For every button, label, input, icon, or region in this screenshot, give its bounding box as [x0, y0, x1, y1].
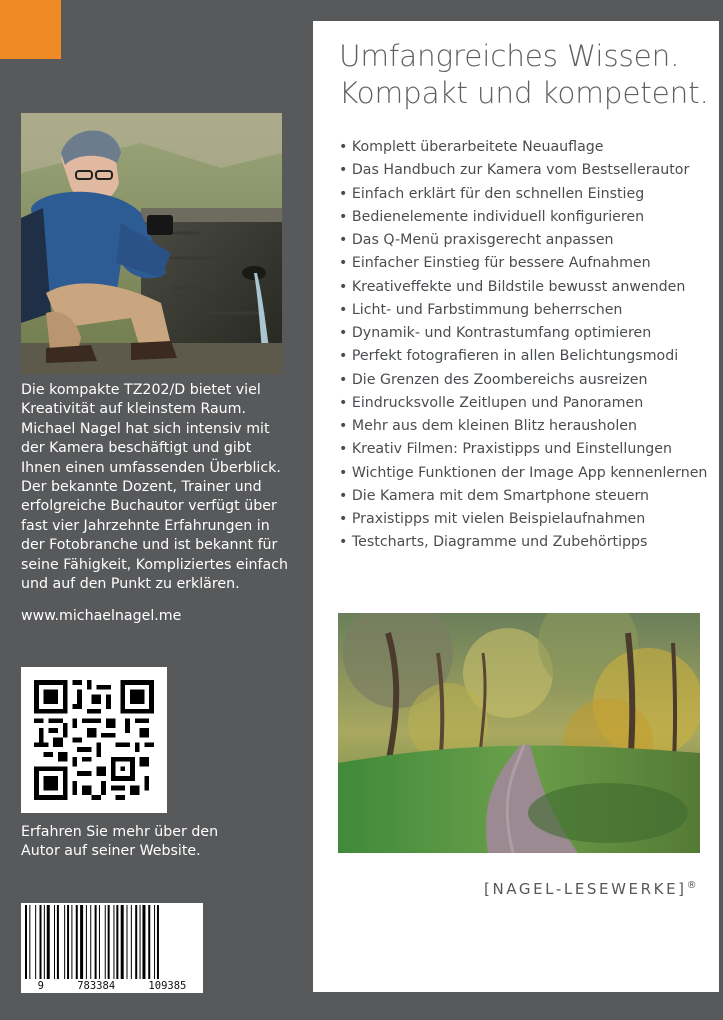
barcode-bar: [71, 905, 72, 979]
barcode-bar: [121, 905, 124, 979]
feature-item: • Das Handbuch zur Kamera vom Bestsellerautor: [339, 162, 690, 179]
feature-item: • Mehr aus dem kleinen Blitz herausholen: [339, 418, 637, 434]
feature-item: • Perfekt fotografieren in allen Belichtungsmodi: [339, 348, 679, 365]
barcode-bar: [35, 905, 36, 979]
feature-item: • Kreativ Filmen: Praxistipps und Einstellungen: [339, 441, 673, 458]
author-bio: Die kompakte TZ202/D bietet viel Kreativität auf kleinstem Raum. Michael Nagel hat sich intensiv mit der Kamera beschäftigt und gibt Ihnen einen umfassenden Überblick. Der bekannte Dozent, Trainer und erfolgreiche Buchautor verfügt über fast vier Jahrzehnte Erfahrungen in der Fotobranche und ist bekannt für seine Fähigkeit, Kompliziertes einfach und auf den Punkt zu erklären.: [21, 382, 289, 593]
feature-item: • Kreativeffekte und Bildstile bewusst anwenden: [339, 278, 686, 295]
isbn-barcode: [21, 903, 203, 993]
author-website[interactable]: www.michaelnagel.me: [21, 608, 182, 624]
barcode-bar: [99, 905, 100, 979]
publisher-name: [NAGEL-LESEWERKE]: [484, 880, 687, 898]
barcode-bar: [54, 905, 55, 979]
barcode-bar: [140, 905, 141, 979]
barcode-bar: [90, 905, 91, 979]
barcode-bar: [44, 905, 45, 979]
feature-item: • Einfacher Einstieg für bessere Aufnahmen: [339, 255, 651, 272]
registered-mark: ®: [686, 880, 697, 891]
qr-code-pattern: [34, 680, 154, 800]
barcode-bar: [76, 905, 78, 979]
feature-list: [339, 136, 707, 555]
qr-caption: Erfahren Sie mehr über den Autor auf seiner Website.: [21, 824, 219, 859]
barcode-bar: [154, 905, 155, 979]
barcode-bar: [127, 905, 128, 979]
feature-item: • Eindrucksvolle Zeitlupen und Panoramen: [339, 394, 644, 411]
barcode-bar: [113, 905, 114, 979]
barcode-bar: [116, 905, 118, 979]
author-photo: [21, 113, 282, 374]
barcode-digit-first: 9: [37, 980, 44, 992]
barcode-bar: [157, 905, 159, 979]
barcode-bar: [105, 905, 106, 979]
barcode-bar: [25, 905, 27, 979]
barcode-bars: [21, 903, 203, 983]
qr-code[interactable]: [21, 667, 167, 813]
barcode-bar: [148, 905, 150, 979]
barcode-bar: [29, 905, 30, 979]
barcode-bar: [86, 905, 87, 979]
barcode-digits: [21, 980, 203, 992]
barcode-bar: [64, 905, 65, 979]
barcode-bar: [40, 905, 42, 979]
barcode-bar: [57, 905, 59, 979]
landscape-photo: [338, 613, 700, 853]
feature-item: • Komplett überarbeitete Neuauflage: [339, 139, 604, 155]
feature-item: • Testcharts, Diagramme und Zubehörtipps: [339, 534, 648, 551]
barcode-bar: [95, 905, 97, 979]
headline-line-2: Kompakt und kompetent.: [339, 76, 709, 110]
barcode-bar: [142, 905, 145, 979]
feature-item: • Bedienelemente individuell konfigurieren: [339, 208, 645, 225]
barcode-bar: [80, 905, 83, 979]
feature-item: • Licht- und Farbstimmung beherrschen: [339, 301, 623, 318]
headline-line-1: Umfangreiches Wissen.: [339, 39, 680, 73]
feature-item: • Praxistipps mit vielen Beispielaufnahmen: [339, 511, 646, 527]
headline: [339, 38, 709, 112]
feature-item: • Einfach erklärt für den schnellen Einstieg: [339, 185, 645, 202]
publisher-logo: [484, 880, 697, 898]
feature-item: • Das Q-Menü praxisgerecht anpassen: [339, 232, 614, 248]
barcode-bar: [47, 905, 50, 979]
barcode-bar: [135, 905, 137, 979]
barcode-bar: [131, 905, 132, 979]
barcode-bar: [67, 905, 69, 979]
barcode-digits-left: 783384: [77, 980, 116, 992]
feature-item: • Wichtige Funktionen der Image App kennenlernen: [339, 464, 708, 481]
orange-corner-tab: [0, 0, 61, 59]
barcode-bar: [108, 905, 110, 979]
feature-item: • Die Kamera mit dem Smartphone steuern: [339, 487, 650, 504]
barcode-digits-right: 109385: [148, 980, 187, 992]
feature-item: • Die Grenzen des Zoombereichs ausreizen: [339, 371, 648, 388]
feature-item: • Dynamik- und Kontrastumfang optimieren: [339, 325, 652, 341]
